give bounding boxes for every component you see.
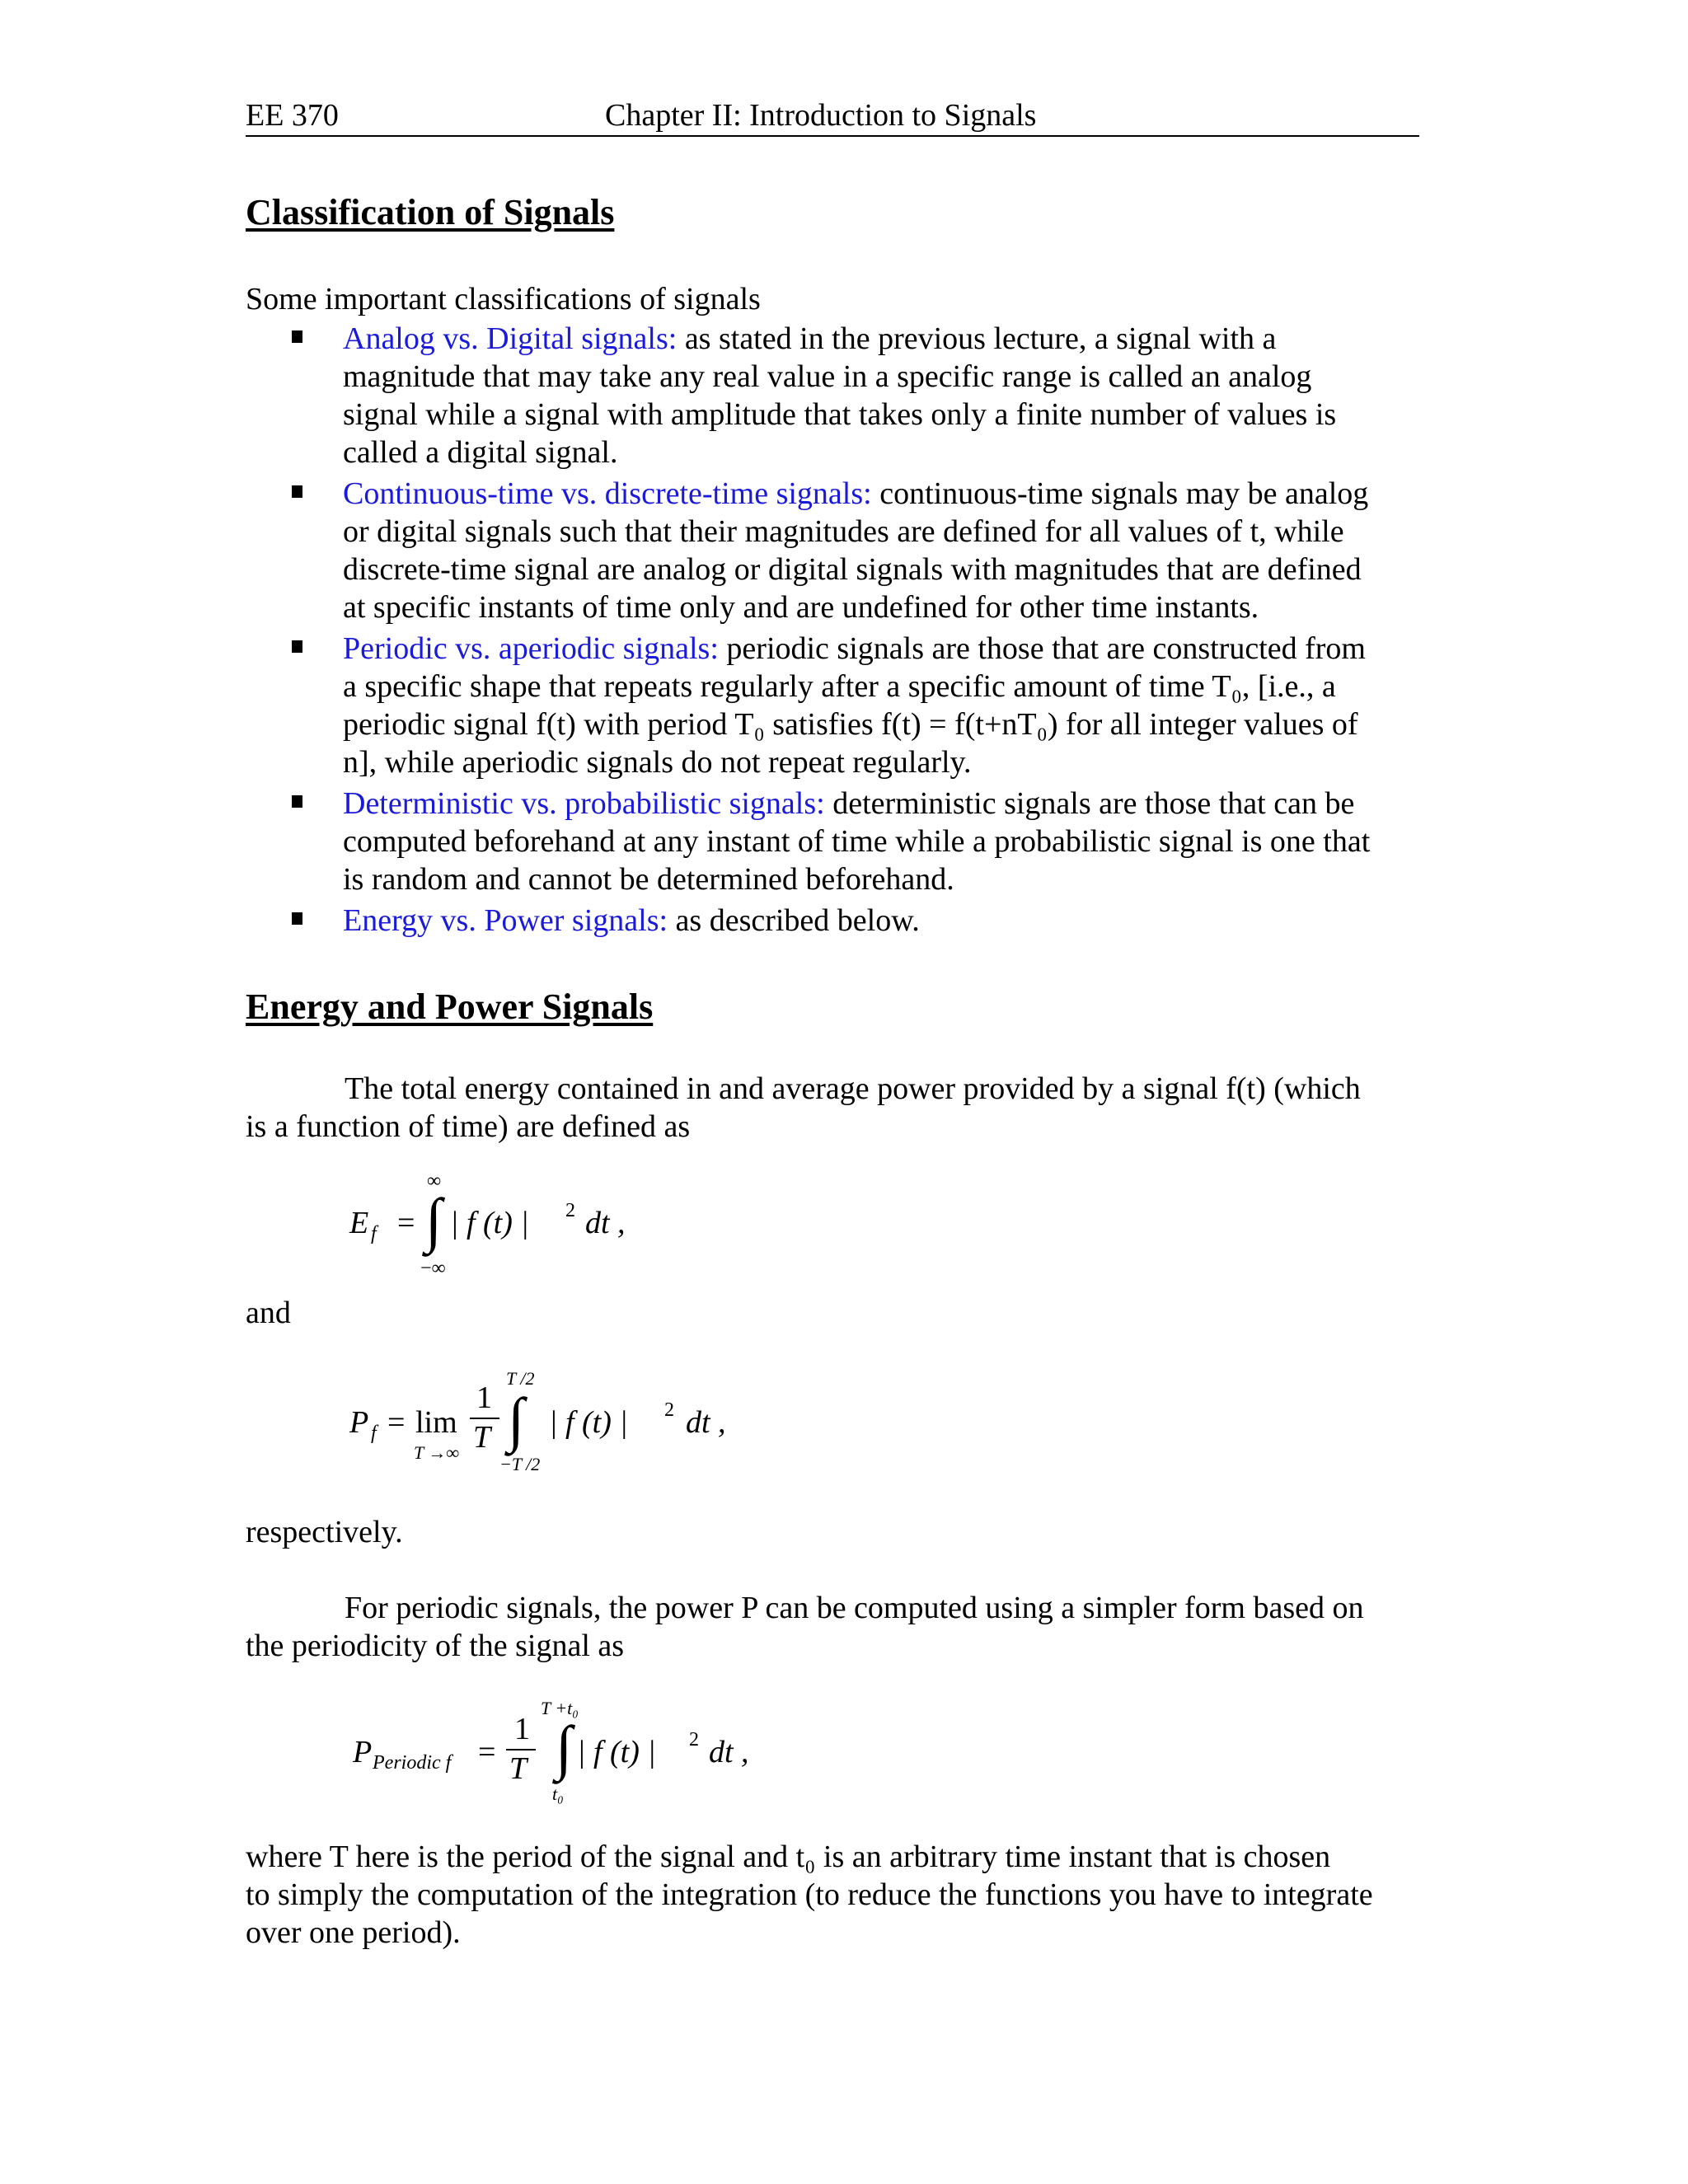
chapter-title: Chapter II: Introduction to Signals [605, 98, 1037, 133]
page-header [246, 97, 1419, 137]
energy-equation: E f = ∫ ∞ −∞ | f (t) | 2 dt , [349, 1170, 626, 1279]
periodic-power-equation: P Periodic f = 1 T ∫ T +t₀ t₀ | f (t) | 2 dt , [353, 1698, 749, 1804]
paragraph-line: where T here is the period of the signal and t₀ is an arbitrary time instant that is chosen [246, 1840, 1331, 1874]
item-term: Energy vs. Power signals: [343, 903, 668, 938]
integral-sign: ∫ [508, 1386, 525, 1454]
classification-heading: Classification of Signals [246, 192, 615, 232]
classification-list [246, 320, 1424, 943]
item-term: Periodic vs. aperiodic signals: [343, 631, 719, 666]
list-item: Energy vs. Power signals: as described below. [246, 902, 1424, 940]
respectively-text: respectively. [246, 1515, 403, 1549]
integral-sign: ∫ [425, 1187, 443, 1254]
bullet-icon [292, 795, 302, 808]
paragraph-line: For periodic signals, the power P can be computed using a simpler form based on [345, 1591, 1364, 1625]
paragraph-line: The total energy contained in and average power provided by a signal f(t) (which [345, 1071, 1361, 1106]
list-item: Periodic vs. aperiodic signals: periodic signals are those that are constructed from a specific shape that repeats regularly after a specific amount of time T₀, [i.e., a periodic signal f(t) with period T₀ satisfies f(t) = f(t+nT₀) for all integer values of n], while aperiodic signals do not repeat regularly. [246, 630, 1424, 781]
and-text: and [246, 1296, 291, 1330]
paragraph-line: over one period). [246, 1915, 461, 1950]
bullet-icon [292, 485, 302, 498]
paragraph-line: is a function of time) are defined as [246, 1109, 691, 1144]
energy-power-heading: Energy and Power Signals [246, 987, 654, 1027]
course-code: EE 370 [246, 98, 339, 133]
integral-sign: ∫ [556, 1714, 573, 1782]
list-item: Continuous-time vs. discrete-time signals: continuous-time signals may be analog or digital signals such that their magnitudes are defined for all values of t, while discrete-time signal are analog or digital signals with magnitudes that are defined at specific instants of time only and are undefined for other time instants. [246, 475, 1424, 626]
list-item: Analog vs. Digital signals: as stated in the previous lecture, a signal with a magnitude that may take any real value in a specific range is called an analog signal while a signal with amplitude that takes only a finite number of values is called a digital signal. [246, 320, 1424, 471]
paragraph-line: to simply the computation of the integration (to reduce the functions you have to integrate [246, 1877, 1373, 1912]
item-term: Continuous-time vs. discrete-time signals: [343, 476, 872, 511]
bullet-icon [292, 912, 302, 925]
power-equation: P f = lim T →∞ 1 T ∫ T /2 −T /2 | f (t) | 2 dt , [349, 1368, 726, 1474]
bullet-icon [292, 640, 302, 653]
list-item: Deterministic vs. probabilistic signals: deterministic signals are those that can be computed beforehand at any instant of time while a probabilistic signal is one that is random and cannot be determined beforehand. [246, 785, 1424, 898]
paragraph-line: the periodicity of the signal as [246, 1629, 625, 1663]
item-term: Deterministic vs. probabilistic signals: [343, 786, 825, 821]
item-term: Analog vs. Digital signals: [343, 321, 678, 356]
classification-intro: Some important classifications of signals [246, 282, 761, 316]
bullet-icon [292, 330, 302, 343]
